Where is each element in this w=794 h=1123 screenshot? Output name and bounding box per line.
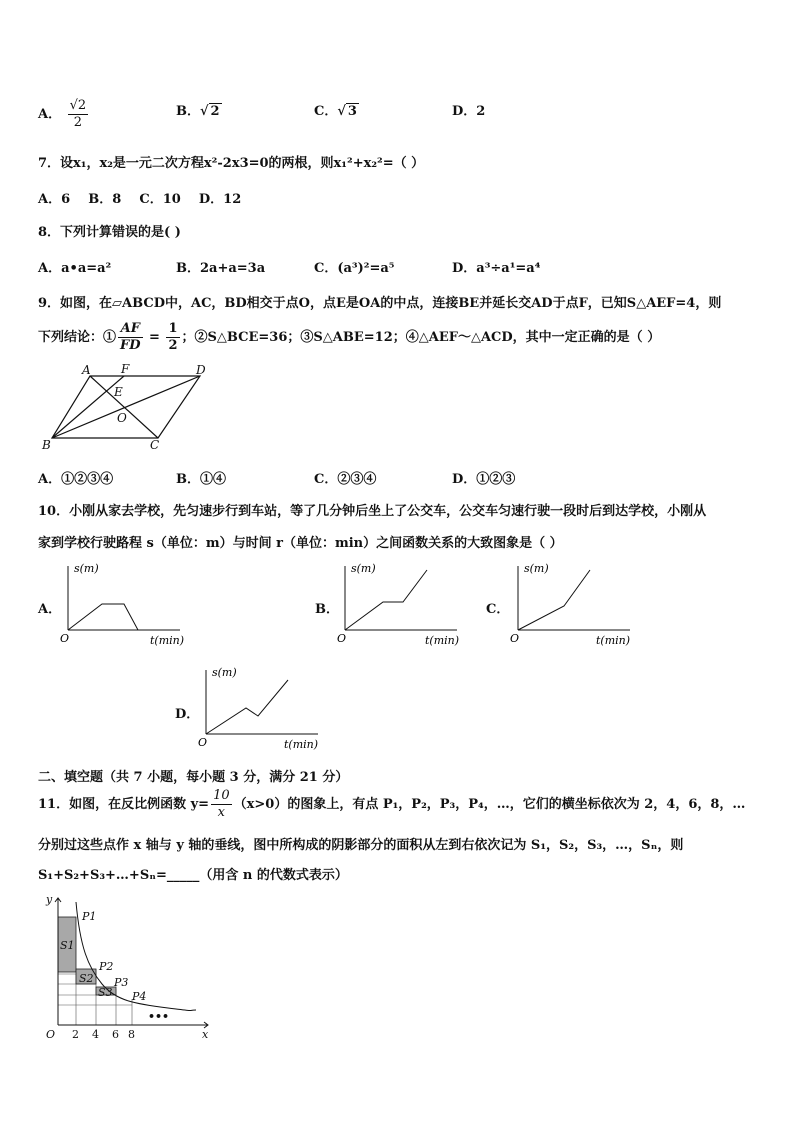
q10-stem-line2: 家到学校行驶路程 s（单位：m）与时间 r（单位：min）之间函数关系的大致图象是（ ） <box>38 536 563 551</box>
svg-text:s(m): s(m) <box>74 562 99 575</box>
q10-option-d-label: D． <box>175 707 200 722</box>
q7-options: A．6 B．8 C．10 D．12 <box>38 192 242 207</box>
svg-text:t(min): t(min) <box>150 634 185 647</box>
q10-graph-a <box>58 560 188 650</box>
q9-parallelogram-figure <box>40 362 215 452</box>
q8-option-b: B．2a+a=3a <box>176 261 266 276</box>
q8-option-c: C．(a³)²=a⁵ <box>314 261 395 276</box>
svg-text:O: O <box>46 1028 56 1041</box>
q11-stem-line1: 11．如图，在反比例函数 y= $\frac{10}{x}$ （x>0）的图象上，有点 P₁，P₂，P₃，P₄，…，它们的横坐标依次为 2，4，6，8，… <box>38 788 746 820</box>
q6-option-d: D．2 <box>452 104 486 119</box>
q8-option-a: A．a•a=a² <box>38 261 112 276</box>
svg-text:S2: S2 <box>79 972 94 985</box>
q10-graph-b <box>335 560 465 650</box>
svg-text:6: 6 <box>112 1028 119 1041</box>
q10-option-a-label: A． <box>38 602 62 617</box>
svg-text:O: O <box>337 632 347 645</box>
q6-option-b: B．√ 2 <box>176 104 220 119</box>
svg-text:O: O <box>510 632 520 645</box>
svg-text:S1: S1 <box>60 939 75 952</box>
svg-text:x: x <box>202 1028 209 1041</box>
svg-text:8: 8 <box>128 1028 135 1041</box>
svg-text:•••: ••• <box>148 1010 170 1023</box>
q9-label-o: O <box>117 411 127 425</box>
svg-text:t(min): t(min) <box>425 634 460 647</box>
q11-stem-line3: S₁+S₂+S₃+…+Sₙ=_____（用含 n 的代数式表示） <box>38 868 348 883</box>
q11-stem-line2: 分别过这些点作 x 轴与 y 轴的垂线，图中所构成的阴影部分的面积从左到右依次记为 S₁，S₂，S₃，…，Sₙ，则 <box>38 838 684 853</box>
q9-stem-line1: 9．如图，在▱ABCD中，AC，BD相交于点O，点E是OA的中点，连接BE并延长交AD于点F，已知S△AEF=4，则 <box>38 296 722 311</box>
q7-stem: 7．设x₁，x₂是一元二次方程x²-2x3=0的两根，则x₁²+x₂²=（ ） <box>38 156 425 171</box>
svg-text:O: O <box>198 736 208 749</box>
q9-option-b: B．①④ <box>176 472 226 487</box>
q10-option-c-label: C． <box>486 602 510 617</box>
section-2-title: 二、填空题（共 7 小题，每小题 3 分，满分 21 分） <box>38 770 349 785</box>
svg-text:y: y <box>46 893 53 906</box>
q9-option-c: C．②③④ <box>314 472 377 487</box>
q9-label-e: E <box>114 385 123 399</box>
q9-label-f: F <box>121 362 130 376</box>
svg-text:P4: P4 <box>132 990 147 1003</box>
svg-text:t(min): t(min) <box>284 738 319 751</box>
q10-graph-d <box>196 664 326 754</box>
svg-text:O: O <box>60 632 70 645</box>
q9-label-d: D <box>196 363 206 377</box>
q8-option-d: D．a³÷a¹=a⁴ <box>452 261 541 276</box>
q9-option-d: D．①②③ <box>452 472 516 487</box>
svg-text:s(m): s(m) <box>351 562 376 575</box>
q9-label-a: A <box>82 363 91 377</box>
q9-stem-line2: 下列结论：① $\frac{AF}{FD}$ = $\frac{1}{2}$ ；②S△BCE=36；③S△ABE=12；④△AEF～△ACD，其中一定正确的是（ ） <box>38 321 661 353</box>
q6-option-c: C．√ 3 <box>314 104 357 119</box>
q10-stem-line1: 10．小刚从家去学校，先匀速步行到车站，等了几分钟后坐上了公交车，公交车匀速行驶一段时后到达学校，小刚从 <box>38 504 707 519</box>
q11-hyperbola-figure <box>36 892 216 1042</box>
q8-stem: 8．下列计算错误的是( ) <box>38 225 181 240</box>
svg-text:t(min): t(min) <box>596 634 631 647</box>
q10-graph-c <box>508 560 638 650</box>
svg-text:P3: P3 <box>114 976 129 989</box>
q6-option-a: A． $\frac{√2}{2}$ <box>38 98 87 130</box>
svg-text:s(m): s(m) <box>212 666 237 679</box>
svg-text:2: 2 <box>72 1028 79 1041</box>
svg-text:P1: P1 <box>82 910 97 923</box>
svg-text:P2: P2 <box>99 960 114 973</box>
q9-label-b: B <box>42 438 51 452</box>
svg-text:S3: S3 <box>98 986 113 999</box>
q9-label-c: C <box>150 438 160 452</box>
svg-text:s(m): s(m) <box>524 562 549 575</box>
svg-text:4: 4 <box>92 1028 99 1041</box>
q9-option-a: A．①②③④ <box>38 472 114 487</box>
q10-option-b-label: B． <box>315 602 339 617</box>
